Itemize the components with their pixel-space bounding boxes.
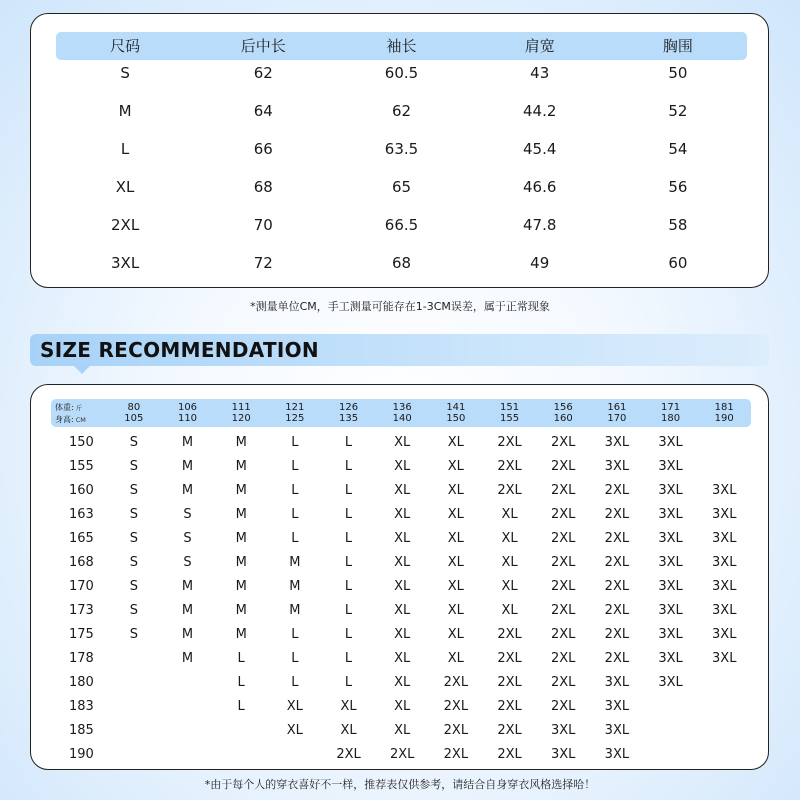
table-row: [56, 244, 747, 282]
size-cell: 3XL: [658, 531, 683, 546]
size-cell: 3XL: [712, 627, 737, 642]
size-cell: XL: [394, 555, 411, 570]
table-cell: 64: [253, 102, 273, 120]
table-cell: 65: [391, 178, 412, 196]
weight-range-max: 190: [714, 413, 734, 424]
size-cell: 3XL: [604, 747, 630, 762]
size-cell: 2XL: [497, 747, 522, 762]
table-row: [56, 206, 747, 244]
size-cell: [644, 743, 698, 767]
size-cell: 2XL: [604, 579, 630, 594]
size-cell: [107, 671, 161, 695]
height-cell: 163: [69, 507, 94, 522]
size-cell: 2XL: [551, 675, 576, 690]
weight-range-min: 136: [392, 402, 412, 413]
size-cell: 3XL: [658, 507, 683, 522]
size-cell: 2XL: [551, 459, 576, 474]
weight-range-min: 121: [285, 402, 305, 413]
weight-range-header: [214, 399, 268, 427]
size-cell: S: [129, 435, 138, 450]
size-cell: M: [235, 507, 247, 522]
table-cell: 45.4: [523, 140, 557, 158]
table-cell: 3XL: [111, 254, 140, 272]
table-cell: 46.6: [523, 178, 557, 196]
size-cell: M: [181, 483, 194, 498]
size-cell: 2XL: [497, 459, 522, 474]
size-cell: 2XL: [551, 507, 576, 522]
table-row: [51, 719, 751, 743]
size-cell: S: [129, 579, 138, 594]
size-cell: 3XL: [658, 483, 683, 498]
size-cell: M: [181, 603, 194, 618]
height-unit: CM: [75, 416, 86, 424]
size-cell: XL: [501, 507, 518, 522]
table-cell: 70: [253, 216, 273, 234]
size-cell: [644, 695, 698, 719]
recommendation-table: [51, 399, 751, 767]
size-cell: XL: [394, 507, 411, 522]
recommendation-note: *由于每个人的穿衣喜好不一样，推荐表仅供参考，请结合自身穿衣风格选择哈！: [204, 778, 596, 791]
size-cell: 3XL: [658, 579, 683, 594]
weight-range-max: 105: [124, 413, 144, 424]
size-cell: L: [344, 483, 353, 498]
banner-pointer: [72, 364, 92, 374]
height-cell: 173: [69, 603, 94, 618]
weight-unit: 斤: [75, 404, 83, 412]
weight-range-max: 125: [285, 413, 305, 424]
size-cell: 3XL: [604, 435, 630, 450]
size-cell: 3XL: [604, 723, 630, 738]
size-cell: 2XL: [604, 483, 630, 498]
table-cell: 63.5: [384, 140, 419, 158]
size-cell: 2XL: [551, 651, 576, 666]
size-cell: L: [291, 675, 299, 690]
weight-label-line: [55, 402, 107, 414]
weight-range-min: 106: [177, 402, 198, 413]
size-cell: 3XL: [551, 747, 576, 762]
size-cell: 2XL: [497, 435, 522, 450]
weight-range-header: [161, 399, 215, 427]
size-cell: 2XL: [551, 627, 576, 642]
column-header: 胸围: [662, 37, 693, 55]
size-cell: 2XL: [551, 603, 576, 618]
size-cell: M: [289, 555, 301, 570]
size-cell: M: [235, 459, 247, 474]
size-cell: [697, 671, 751, 695]
size-cell: 2XL: [551, 531, 576, 546]
height-cell: 168: [69, 555, 94, 570]
recommendation-rows: [51, 431, 751, 767]
size-cell: XL: [394, 723, 411, 738]
size-cell: XL: [394, 627, 411, 642]
size-cell: 3XL: [551, 723, 576, 738]
size-cell: XL: [447, 483, 464, 498]
size-cell: L: [344, 627, 353, 642]
weight-range-min: 141: [446, 402, 466, 413]
size-cell: 3XL: [712, 579, 737, 594]
weight-range-header: [107, 399, 161, 427]
size-cell: S: [129, 531, 138, 546]
size-cell: 3XL: [658, 651, 683, 666]
size-cell: 2XL: [389, 747, 415, 762]
size-cell: XL: [394, 651, 411, 666]
size-cell: M: [289, 579, 301, 594]
size-cell: 3XL: [712, 531, 737, 546]
size-cell: L: [237, 651, 245, 666]
size-cell: L: [344, 675, 353, 690]
size-cell: XL: [286, 723, 303, 738]
size-cell: 2XL: [551, 483, 576, 498]
size-cell: [161, 671, 215, 695]
size-cell: S: [129, 555, 138, 570]
size-cell: S: [183, 531, 192, 546]
recommendation-card: [30, 384, 769, 770]
height-cell: 178: [69, 651, 94, 666]
table-row: [56, 168, 747, 206]
size-cell: S: [183, 555, 192, 570]
column-header: 后中长: [240, 37, 286, 55]
size-cell: XL: [394, 675, 411, 690]
size-cell: 2XL: [497, 651, 522, 666]
weight-range-min: 181: [714, 402, 734, 413]
weight-range-max: 170: [607, 413, 627, 424]
size-cell: XL: [447, 459, 464, 474]
size-cell: 3XL: [658, 675, 683, 690]
size-cell: S: [129, 627, 138, 642]
weight-range-max: 155: [499, 413, 520, 424]
table-row: [51, 503, 751, 527]
size-cell: XL: [394, 603, 411, 618]
height-label-line: [55, 414, 107, 426]
table-row: [51, 551, 751, 575]
weight-range-header: [322, 399, 376, 427]
table-row: [51, 455, 751, 479]
column-header: 袖长: [386, 37, 417, 55]
weight-range-min: 80: [127, 402, 141, 413]
size-cell: [697, 743, 751, 767]
table-cell: 56: [668, 178, 688, 196]
size-cell: S: [183, 507, 192, 522]
height-cell: 155: [69, 459, 94, 474]
table-cell: 68: [391, 254, 412, 272]
size-cell: [107, 647, 161, 671]
size-cell: 3XL: [604, 699, 630, 714]
size-cell: XL: [394, 531, 411, 546]
table-cell: 47.8: [523, 216, 557, 234]
size-cell: 2XL: [551, 699, 576, 714]
weight-range-header: [590, 399, 644, 427]
weight-range-min: 151: [499, 402, 520, 413]
height-cell: 165: [69, 531, 94, 546]
weight-range-max: 120: [231, 413, 251, 424]
table-row: [51, 623, 751, 647]
size-cell: L: [344, 531, 353, 546]
size-cell: [268, 743, 322, 767]
size-cell: XL: [447, 507, 464, 522]
table-cell: 62: [253, 64, 273, 82]
size-cell: L: [291, 483, 299, 498]
table-row: [51, 671, 751, 695]
size-cell: L: [291, 507, 299, 522]
table-cell: 43: [530, 64, 550, 82]
size-cell: [107, 743, 161, 767]
size-cell: 3XL: [658, 627, 683, 642]
size-cell: 3XL: [658, 555, 683, 570]
weight-range-min: 161: [607, 402, 627, 413]
size-cell: XL: [447, 579, 464, 594]
table-row: [51, 431, 751, 455]
size-cell: S: [129, 483, 138, 498]
size-cell: 3XL: [604, 459, 630, 474]
size-cell: [161, 695, 215, 719]
size-cell: 2XL: [551, 579, 576, 594]
weight-range-min: 171: [661, 402, 681, 413]
size-cell: L: [344, 651, 353, 666]
size-cell: 3XL: [712, 603, 737, 618]
size-cell: L: [291, 459, 299, 474]
size-cell: XL: [447, 555, 464, 570]
table-cell: L: [120, 140, 130, 158]
table-cell: 58: [668, 216, 688, 234]
table-cell: 66: [253, 140, 273, 158]
size-cell: XL: [447, 435, 464, 450]
size-cell: L: [344, 507, 353, 522]
size-cell: [697, 719, 751, 743]
size-cell: [214, 743, 268, 767]
size-cell: 2XL: [443, 699, 469, 714]
banner-title: SIZE RECOMMENDATION: [40, 338, 319, 362]
size-cell: XL: [394, 483, 411, 498]
height-cell: 190: [69, 747, 94, 762]
table-cell: 2XL: [111, 216, 140, 234]
height-cell: 180: [69, 675, 94, 690]
size-cell: 2XL: [443, 747, 469, 762]
size-cell: [697, 455, 751, 479]
size-cell: L: [291, 531, 299, 546]
size-cell: 3XL: [604, 675, 630, 690]
table-cell: 49: [530, 254, 550, 272]
weight-label: 体重:: [55, 403, 74, 412]
weight-range-header: [697, 399, 751, 427]
size-cell: 2XL: [604, 555, 630, 570]
size-cell: L: [291, 627, 299, 642]
height-cell: 150: [69, 435, 94, 450]
size-cell: L: [344, 555, 353, 570]
size-cell: M: [235, 627, 247, 642]
size-cell: 2XL: [497, 627, 522, 642]
size-cell: 2XL: [497, 723, 522, 738]
size-cell: M: [181, 651, 194, 666]
size-cell: M: [181, 579, 194, 594]
size-cell: XL: [340, 699, 357, 714]
size-cell: XL: [394, 579, 411, 594]
weight-range-header: [375, 399, 429, 427]
size-cell: 2XL: [497, 675, 522, 690]
weight-range-header: [644, 399, 698, 427]
column-header: 肩宽: [524, 37, 555, 55]
weight-range-header: [268, 399, 322, 427]
size-cell: [107, 719, 161, 743]
weight-range-min: 156: [553, 402, 573, 413]
table-cell: 52: [668, 102, 688, 120]
size-cell: 3XL: [712, 555, 737, 570]
table-row: [51, 575, 751, 599]
height-cell: 183: [69, 699, 94, 714]
size-cell: XL: [394, 459, 411, 474]
size-cell: M: [235, 483, 247, 498]
recommendation-header-row: [51, 399, 751, 427]
height-cell: 175: [69, 627, 94, 642]
size-cell: XL: [340, 723, 357, 738]
size-cell: [697, 695, 751, 719]
weight-range-header: [536, 399, 590, 427]
table-cell: 50: [668, 64, 688, 82]
size-cell: [697, 431, 751, 455]
size-cell: M: [235, 579, 247, 594]
size-cell: M: [181, 459, 194, 474]
size-cell: M: [235, 603, 247, 618]
weight-range-max: 180: [661, 413, 681, 424]
size-chart-rows: [56, 54, 747, 282]
table-row: [56, 130, 747, 168]
table-row: [51, 527, 751, 551]
size-cell: 2XL: [604, 627, 630, 642]
weight-range-max: 150: [446, 413, 466, 424]
size-cell: 2XL: [497, 483, 522, 498]
size-cell: 2XL: [551, 555, 576, 570]
table-cell: 62: [391, 102, 412, 120]
size-cell: XL: [501, 531, 518, 546]
size-cell: XL: [447, 603, 464, 618]
size-recommendation-banner: [30, 334, 769, 366]
size-cell: 3XL: [658, 459, 683, 474]
table-cell: XL: [115, 178, 135, 196]
size-cell: 3XL: [712, 507, 737, 522]
size-cell: 3XL: [658, 603, 683, 618]
size-cell: [161, 743, 215, 767]
weight-range-min: 126: [338, 402, 359, 413]
height-label: 身高:: [55, 415, 74, 424]
table-cell: 44.2: [523, 102, 557, 120]
size-cell: [214, 719, 268, 743]
size-cell: 3XL: [658, 435, 683, 450]
size-cell: S: [129, 507, 138, 522]
size-cell: S: [129, 459, 138, 474]
size-cell: L: [237, 675, 245, 690]
table-cell: 66.5: [384, 216, 419, 234]
table-row: [56, 92, 747, 130]
weight-range-max: 140: [392, 413, 412, 424]
axis-labels: [51, 399, 107, 427]
size-cell: 3XL: [712, 483, 737, 498]
table-row: [51, 647, 751, 671]
table-row: [56, 54, 747, 92]
size-cell: XL: [394, 699, 411, 714]
height-cell: 170: [69, 579, 94, 594]
table-cell: 68: [253, 178, 273, 196]
size-cell: [161, 719, 215, 743]
size-cell: 2XL: [336, 747, 361, 762]
size-cell: L: [291, 651, 299, 666]
size-chart-card: [30, 13, 769, 288]
table-cell: M: [118, 102, 132, 120]
table-cell: 72: [253, 254, 273, 272]
table-cell: 60.5: [384, 64, 419, 82]
size-cell: M: [181, 435, 194, 450]
size-cell: XL: [501, 555, 518, 570]
size-cell: M: [235, 555, 247, 570]
weight-range-min: 111: [231, 402, 251, 413]
size-cell: M: [235, 531, 247, 546]
size-cell: XL: [501, 603, 518, 618]
size-cell: 2XL: [443, 675, 469, 690]
size-cell: M: [289, 603, 301, 618]
weight-range-max: 160: [553, 413, 573, 424]
table-cell: 54: [668, 140, 688, 158]
size-cell: 2XL: [604, 651, 630, 666]
size-cell: XL: [447, 651, 464, 666]
weight-range-max: 110: [177, 413, 198, 424]
size-cell: XL: [447, 627, 464, 642]
size-cell: 2XL: [604, 531, 630, 546]
size-cell: L: [344, 603, 353, 618]
table-row: [51, 743, 751, 767]
height-cell: 160: [69, 483, 94, 498]
size-cell: XL: [286, 699, 303, 714]
size-cell: L: [237, 699, 245, 714]
weight-range-max: 135: [338, 413, 359, 424]
size-cell: L: [344, 579, 353, 594]
weight-range-header: [483, 399, 537, 427]
size-cell: M: [235, 435, 247, 450]
table-cell: S: [120, 64, 130, 82]
size-cell: 2XL: [443, 723, 469, 738]
size-cell: 2XL: [551, 435, 576, 450]
weight-range-header: [429, 399, 483, 427]
size-cell: [644, 719, 698, 743]
size-cell: XL: [394, 435, 411, 450]
size-cell: XL: [447, 531, 464, 546]
size-cell: L: [344, 435, 353, 450]
size-chart-table: [56, 32, 747, 282]
column-header: 尺码: [110, 37, 141, 55]
size-cell: 2XL: [497, 699, 522, 714]
table-row: [51, 479, 751, 503]
size-cell: L: [344, 459, 353, 474]
size-cell: [107, 695, 161, 719]
table-row: [51, 599, 751, 623]
size-cell: 2XL: [604, 507, 630, 522]
size-cell: M: [181, 627, 194, 642]
size-cell: L: [291, 435, 299, 450]
table-row: [51, 695, 751, 719]
size-cell: S: [129, 603, 138, 618]
size-cell: 2XL: [604, 603, 630, 618]
table-cell: 60: [668, 254, 688, 272]
size-cell: XL: [501, 579, 518, 594]
measurement-note: *测量单位CM，手工测量可能存在1-3CM误差，属于正常现象: [250, 300, 550, 313]
height-cell: 185: [69, 723, 94, 738]
size-cell: 3XL: [712, 651, 737, 666]
